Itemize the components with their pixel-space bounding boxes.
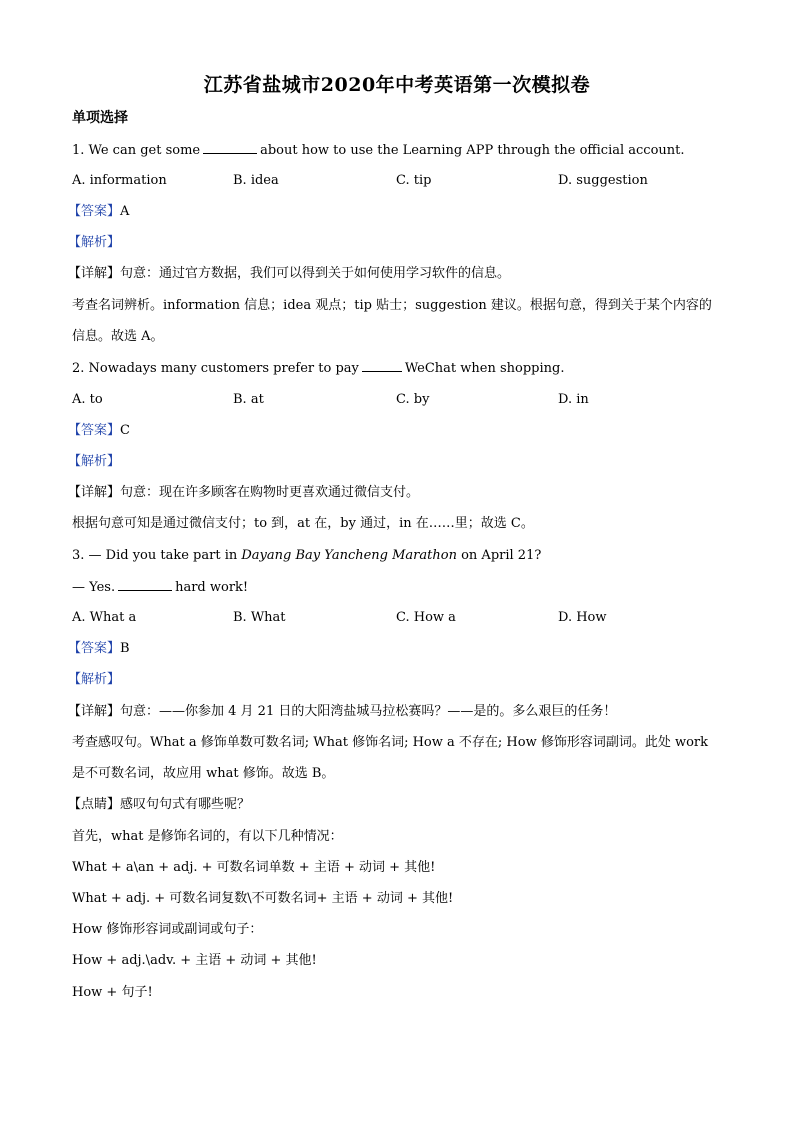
q2-option-c: C. by [396, 392, 430, 407]
q3-reply-after: hard work! [175, 580, 249, 595]
q3-note-2: What + a\an + adj. + 可数名词单数 + 主语 + 动词 + 其他! [72, 860, 436, 875]
question-3-reply [72, 578, 248, 597]
q1-answer-value: A [120, 204, 130, 219]
question-3-stem [72, 547, 541, 565]
tip-tag: 【点睛】 [68, 797, 121, 812]
question-2-stem [72, 359, 564, 378]
q1-option-c: C. tip [396, 173, 432, 188]
q3-note-3: What + adj. + 可数名词复数\不可数名词+ 主语 + 动词 + 其他! [72, 891, 454, 906]
answer-tag: 【答案】 [68, 423, 121, 438]
analysis-tag: 【解析】 [68, 235, 121, 250]
q3-explain-line-2: 是不可数名词，故应用 what 修饰。故选 B。 [72, 766, 335, 781]
q1-option-b: B. idea [233, 173, 279, 188]
q3-stem-italic: Dayang Bay Yancheng Marathon [241, 548, 457, 563]
q3-note-4: How 修饰形容词或副词或句子： [72, 922, 263, 937]
q3-answer-value: B [120, 641, 130, 656]
analysis-tag: 【解析】 [68, 454, 121, 469]
q1-analysis [68, 234, 120, 252]
q2-explain: 根据句意可知是通过微信支付；to 到，at 在，by 通过，in 在……里；故选 C。 [72, 516, 534, 531]
q1-stem-after: about how to use the Learning APP through the official account. [260, 143, 685, 158]
q2-option-a: A. to [72, 392, 103, 407]
section-heading: 单项选择 [72, 110, 128, 126]
q2-blank [362, 359, 402, 372]
answer-tag: 【答案】 [68, 641, 121, 656]
q2-detail-text: 句意：现在许多顾客在购物时更喜欢通过微信支付。 [120, 485, 420, 500]
q2-analysis [68, 453, 120, 471]
q1-option-a: A. information [72, 173, 167, 188]
q1-detail [68, 265, 510, 283]
answer-tag: 【答案】 [68, 204, 121, 219]
q3-option-d: D. How [558, 610, 607, 625]
q3-reply-before: — Yes. [72, 580, 116, 595]
q1-stem-before: 1. We can get some [72, 143, 201, 158]
detail-tag: 【详解】 [68, 266, 121, 281]
q2-option-b: B. at [233, 392, 264, 407]
q1-detail-text: 句意：通过官方数据，我们可以得到关于如何使用学习软件的信息。 [120, 266, 511, 281]
q3-detail [68, 703, 616, 721]
q1-answer [68, 203, 129, 221]
q2-stem-before: 2. Nowadays many customers prefer to pay [72, 361, 359, 376]
q3-detail-text: 句意：——你参加 4 月 21 日的大阳湾盐城马拉松赛吗？——是的。多么艰巨的任务！ [120, 704, 617, 719]
q1-option-d: D. suggestion [558, 173, 648, 188]
q3-option-a: A. What a [72, 610, 137, 625]
q2-option-d: D. in [558, 392, 589, 407]
q3-note-1: 首先，what 是修饰名词的，有以下几种情况： [72, 829, 343, 844]
q1-explain-line-2: 信息。故选 A。 [72, 329, 164, 344]
q3-option-c: C. How a [396, 610, 456, 625]
analysis-tag: 【解析】 [68, 672, 121, 687]
q3-analysis [68, 671, 120, 689]
q3-explain-line-1: 考查感叹句。What a 修饰单数可数名词; What 修饰名词; How a 不存在; How 修饰形容词副词。此处 work [72, 735, 709, 750]
detail-tag: 【详解】 [68, 485, 121, 500]
q3-blank [118, 578, 172, 591]
q2-detail [68, 484, 419, 502]
q2-stem-after: WeChat when shopping. [404, 361, 565, 376]
q3-answer [68, 640, 130, 658]
q1-explain-line-1: 考查名词辨析。information 信息；idea 观点；tip 贴士；suggestion 建议。根据句意，得到关于某个内容的 [72, 298, 712, 313]
q3-note-5: How + adj.\adv. + 主语 + 动词 + 其他! [72, 953, 317, 968]
q3-stem-prefix: 3. — Did you take part in [72, 548, 238, 563]
detail-tag: 【详解】 [68, 704, 121, 719]
page-title: 江苏省盐城市2020年中考英语第一次模拟卷 [203, 74, 591, 96]
q3-tip-text: 感叹句句式有哪些呢？ [120, 797, 251, 812]
question-1-stem [72, 141, 685, 160]
q3-note-6: How + 句子! [72, 985, 153, 1000]
q1-blank [203, 141, 257, 154]
q3-stem-suffix: on April 21? [461, 548, 542, 563]
q3-tip [68, 796, 250, 814]
q2-answer-value: C [120, 423, 130, 438]
q3-option-b: B. What [233, 610, 286, 625]
q2-answer [68, 422, 130, 440]
